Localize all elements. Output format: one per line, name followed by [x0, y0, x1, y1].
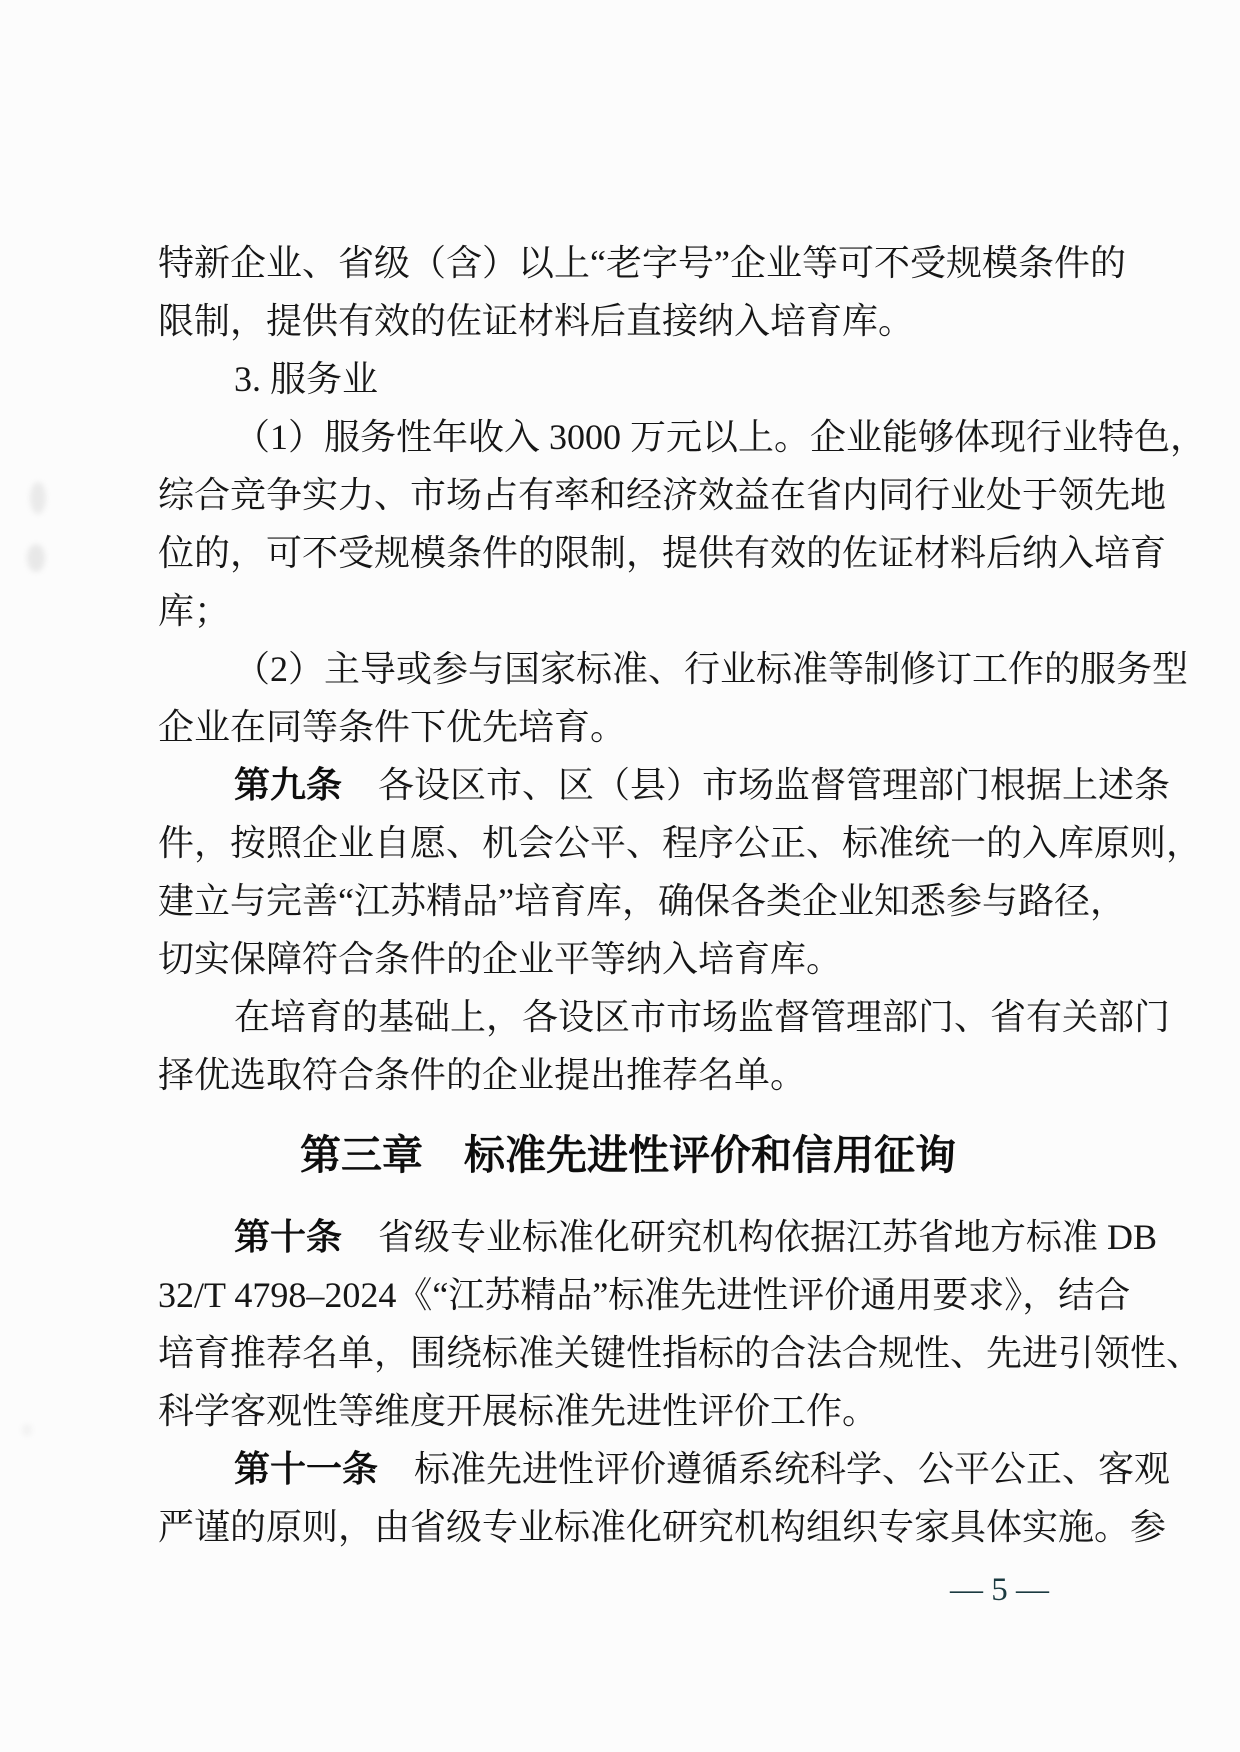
text-line-article-11: [158, 1440, 1171, 1498]
text-line: 建立与完善“江苏精品”培育库，确保各类企业知悉参与路径，: [158, 881, 1126, 921]
text-line: 培育推荐名单，围绕标准关键性指标的合法合规性、先进引领性、: [158, 1333, 1203, 1373]
article-9-label: 第九条: [234, 764, 343, 805]
document-body: [158, 234, 1207, 1556]
text-line: 位的，可不受规模条件的限制，提供有效的佐证材料后纳入培育: [158, 533, 1167, 573]
text-line: 库；: [158, 591, 231, 631]
text-line: 切实保障符合条件的企业平等纳入培育库。: [158, 939, 843, 979]
text-line: 限制，提供有效的佐证材料后直接纳入培育库。: [158, 301, 915, 341]
text-line: 择优选取符合条件的企业提出推荐名单。: [158, 1055, 807, 1095]
text-line-article-10: [158, 1208, 1158, 1266]
text-line: 严谨的原则，由省级专业标准化研究机构组织专家具体实施。参: [158, 1507, 1167, 1547]
text-line: 科学客观性等维度开展标准先进性评价工作。: [158, 1391, 879, 1431]
page-number: — 5 —: [950, 1572, 1049, 1608]
scan-artifact: [22, 1424, 32, 1436]
text-line: （2）主导或参与国家标准、行业标准等制修订工作的服务型: [234, 649, 1189, 689]
chapter-heading: 第三章 标准先进性评价和信用征询: [300, 1132, 956, 1178]
text-line: 件，按照企业自愿、机会公平、程序公正、标准统一的入库原则，: [158, 823, 1203, 863]
text-run: 标准先进性评价遵循系统科学、公平公正、客观: [414, 1449, 1171, 1489]
text-line: 综合竞争实力、市场占有率和经济效益在省内同行业处于领先地: [158, 475, 1167, 515]
text-line-list-item: 3. 服务业: [234, 359, 379, 399]
text-line: 32/T 4798–2024《“江苏精品”标准先进性评价通用要求》，结合: [158, 1275, 1131, 1315]
text-line: 在培育的基础上，各设区市市场监督管理部门、省有关部门: [234, 997, 1171, 1037]
text-run: 各设区市、区（县）市场监督管理部门根据上述条: [378, 765, 1171, 805]
text-run: 省级专业标准化研究机构依据江苏省地方标准 DB: [378, 1217, 1158, 1257]
scan-artifact: [30, 482, 46, 514]
article-11-label: 第十一条: [234, 1448, 379, 1489]
text-line: （1）服务性年收入 3000 万元以上。企业能够体现行业特色，: [234, 417, 1207, 457]
text-line: 特新企业、省级（含）以上“老字号”企业等可不受规模条件的: [158, 243, 1126, 283]
text-line-article-9: [158, 756, 1171, 814]
article-10-label: 第十条: [234, 1216, 343, 1257]
text-line: 企业在同等条件下优先培育。: [158, 707, 627, 747]
scan-artifact: [27, 544, 45, 572]
